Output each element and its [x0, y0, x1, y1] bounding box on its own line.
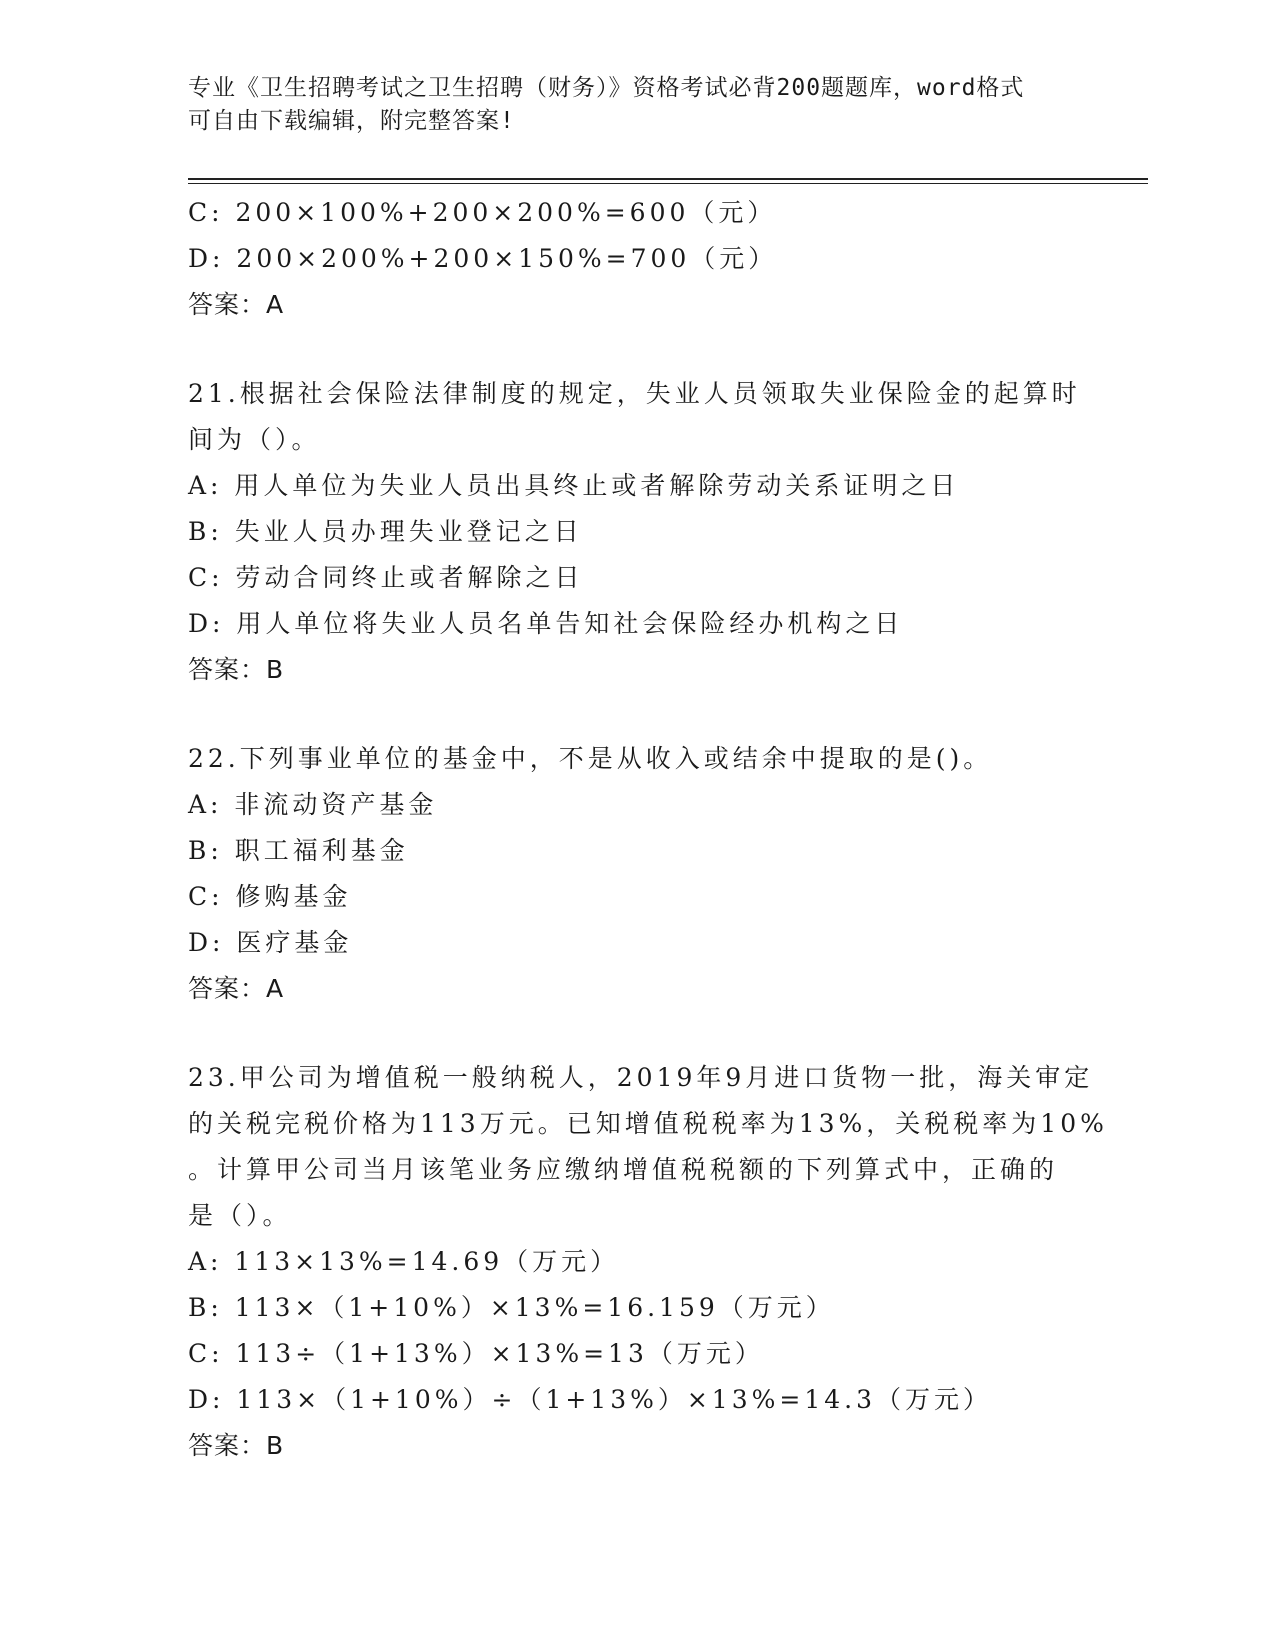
option-d: D: 113×（1+10%）÷（1+13%）×13%=14.3（万元）	[188, 1385, 992, 1414]
question-stem-line: 21.根据社会保险法律制度的规定，失业人员领取失业保险金的起算时	[188, 379, 1081, 408]
answer-line: 答案：A	[188, 290, 285, 319]
document-header	[188, 72, 1088, 138]
question-stem-line: 。计算甲公司当月该笔业务应缴纳增值税税额的下列算式中，正确的	[188, 1155, 1059, 1184]
question-stem-line: 22.下列事业单位的基金中，不是从收入或结余中提取的是()。	[188, 744, 993, 773]
option-b: B: 113×（1+10%）×13%=16.159（万元）	[188, 1293, 835, 1322]
answer-line: 答案：A	[188, 974, 285, 1003]
option-b: B: 职工福利基金	[188, 836, 409, 865]
option-d: D: 用人单位将失业人员名单告知社会保险经办机构之日	[188, 609, 904, 638]
document-body	[188, 190, 1148, 1469]
option-c: C: 200×100%+200×200%=600（元）	[188, 198, 777, 227]
question-21	[188, 371, 1148, 693]
spacer	[188, 693, 1148, 736]
option-a: A: 113×13%=14.69（万元）	[188, 1247, 620, 1276]
option-c: C: 劳动合同终止或者解除之日	[188, 563, 584, 592]
question-stem-line: 23.甲公司为增值税一般纳税人，2019年9月进口货物一批，海关审定	[188, 1063, 1094, 1092]
option-a: A: 非流动资产基金	[188, 790, 438, 819]
option-d: D: 医疗基金	[188, 928, 353, 957]
question-22	[188, 736, 1148, 1012]
header-divider-thick	[188, 178, 1148, 180]
question-23	[188, 1055, 1148, 1469]
option-c: C: 修购基金	[188, 882, 352, 911]
spacer	[188, 1012, 1148, 1055]
option-a: A: 用人单位为失业人员出具终止或者解除劳动关系证明之日	[188, 471, 960, 500]
option-c: C: 113÷（1+13%）×13%=13（万元）	[188, 1339, 764, 1368]
option-d: D: 200×200%+200×150%=700（元）	[188, 244, 778, 273]
answer-line: 答案：B	[188, 1431, 285, 1460]
header-line-2: 可自由下载编辑，附完整答案!	[188, 108, 515, 134]
spacer	[188, 328, 1148, 371]
answer-line: 答案：B	[188, 655, 285, 684]
header-divider-thin	[188, 183, 1148, 184]
question-stem-line: 间为（）。	[188, 425, 321, 454]
question-stem-line: 的关税完税价格为113万元。已知增值税税率为13%，关税税率为10%	[188, 1109, 1108, 1138]
header-line-1: 专业《卫生招聘考试之卫生招聘（财务）》资格考试必背200题题库，word格式	[188, 75, 1025, 101]
question-stem-line: 是（）。	[188, 1201, 292, 1230]
question-20-continuation	[188, 190, 1148, 328]
option-b: B: 失业人员办理失业登记之日	[188, 517, 583, 546]
